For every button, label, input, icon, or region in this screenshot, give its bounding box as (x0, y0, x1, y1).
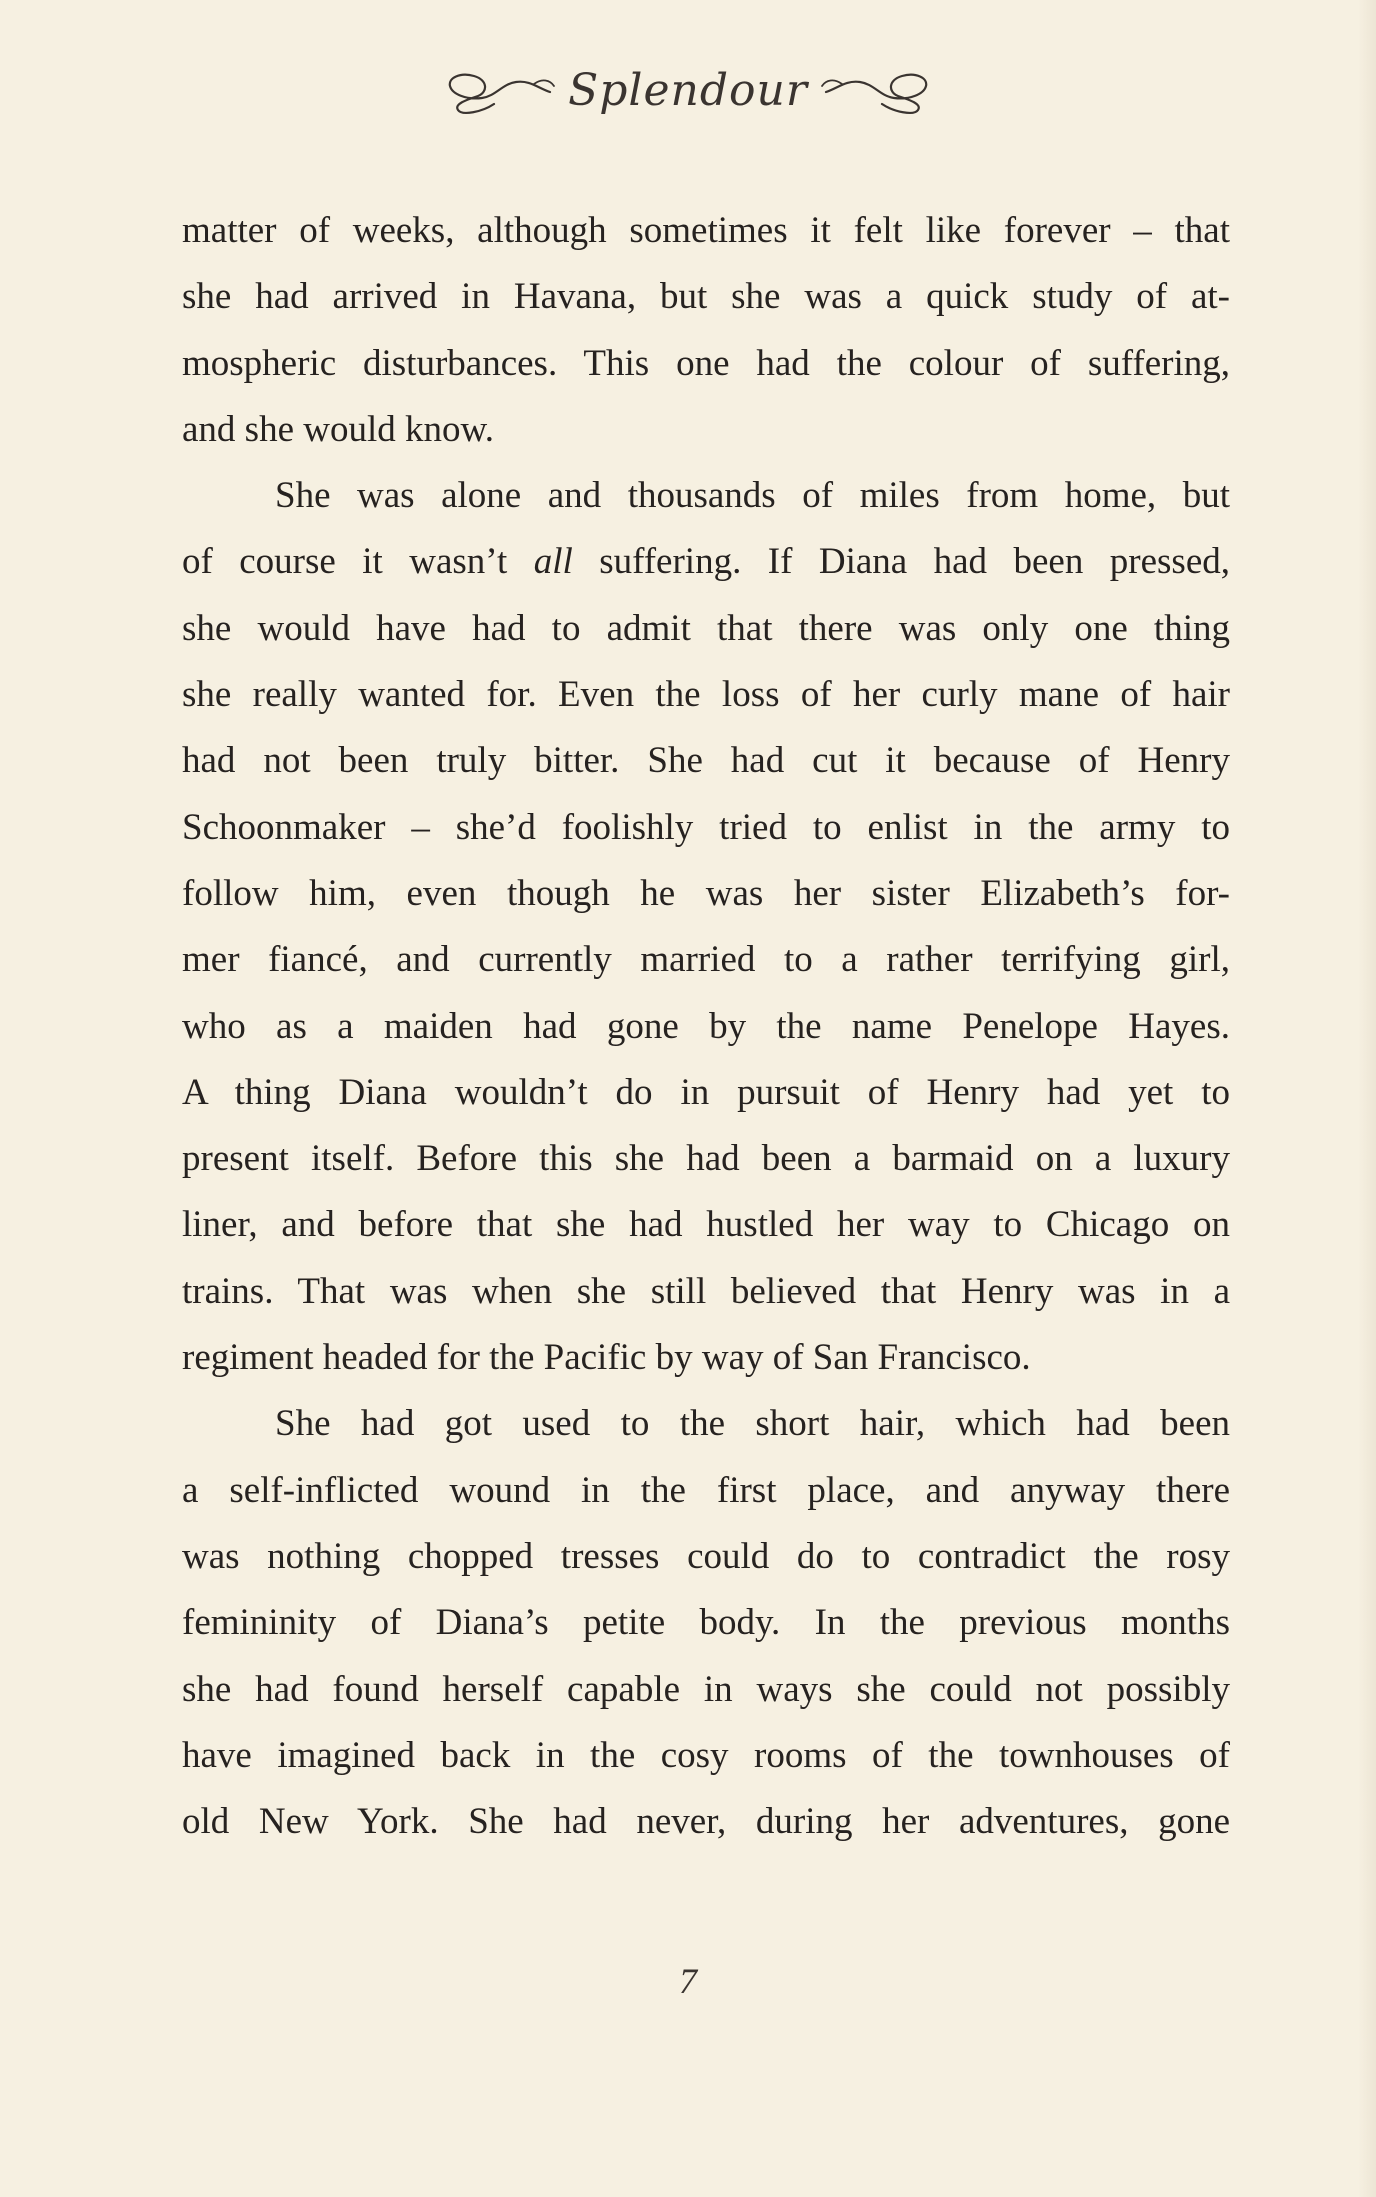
text-line (182, 198, 1230, 264)
text-run: She was alone and thousands of miles from home, but (275, 475, 1230, 517)
text-run: She had got used to the short hair, which had been (275, 1403, 1230, 1445)
text-line (182, 927, 1230, 993)
text-run: suffering. If Diana had been pressed, (572, 541, 1230, 583)
text-run: was nothing chopped tresses could do to contradict the rosy (182, 1535, 1230, 1577)
text-line (182, 596, 1230, 662)
text-line (182, 728, 1230, 794)
text-run: liner, and before that she had hustled her way to Chicago on (182, 1204, 1230, 1246)
text-line (182, 1789, 1230, 1855)
text-line (182, 1126, 1230, 1192)
text-line (182, 1060, 1230, 1126)
text-line (182, 795, 1230, 861)
text-run: have imagined back in the cosy rooms of the townhouses of (182, 1734, 1230, 1776)
text-run: a self-inflicted wound in the first place, and anyway there (182, 1469, 1230, 1511)
text-run: old New York. She had never, during her adventures, gone (182, 1801, 1230, 1843)
text-run: femininity of Diana’s petite body. In the previous months (182, 1602, 1230, 1644)
text-run: had not been truly bitter. She had cut it because of Henry (182, 740, 1230, 782)
text-run: who as a maiden had gone by the name Penelope Hayes. (182, 1005, 1230, 1047)
text-line (182, 397, 1230, 463)
text-line (182, 994, 1230, 1060)
italic-emphasis: all (533, 541, 573, 583)
text-line (182, 1590, 1230, 1656)
text-line (182, 662, 1230, 728)
paragraph (182, 198, 1230, 463)
text-run: regiment headed for the Pacific by way of San Francisco. (182, 1337, 1031, 1379)
text-line (182, 264, 1230, 330)
left-flourish-ornament (438, 58, 558, 123)
text-run: present itself. Before this she had been a barmaid on a luxury (182, 1138, 1230, 1180)
body-text (182, 198, 1230, 1855)
text-line (182, 331, 1230, 397)
text-line (182, 529, 1230, 595)
page-edge-shadow (1358, 0, 1376, 2197)
text-run: mospheric disturbances. This one had the colour of suffering, (182, 342, 1230, 384)
text-run: and she would know. (182, 408, 495, 450)
text-run: Schoonmaker – she’d foolishly tried to enlist in the army to (182, 806, 1230, 848)
text-run: follow him, even though he was her sister Elizabeth’s for- (182, 872, 1230, 914)
text-run: she would have had to admit that there was only one thing (182, 607, 1230, 649)
text-line (182, 861, 1230, 927)
paragraph (182, 463, 1230, 1391)
right-flourish-ornament (818, 58, 938, 123)
text-line (182, 1458, 1230, 1524)
running-header (0, 58, 1376, 138)
text-run: trains. That was when she still believed that Henry was in a (182, 1270, 1230, 1312)
text-run: matter of weeks, although sometimes it felt like forever – that (182, 210, 1230, 251)
text-line (182, 463, 1230, 529)
page-number: 7 (679, 1961, 697, 2001)
text-line (182, 1325, 1230, 1391)
text-run: she had found herself capable in ways she could not possibly (182, 1668, 1230, 1710)
text-run: mer fiancé, and currently married to a rather terrifying girl, (182, 939, 1230, 981)
running-header-title: Splendour (568, 65, 808, 116)
text-line (182, 1657, 1230, 1723)
text-run: she had arrived in Havana, but she was a quick study of at- (182, 276, 1230, 318)
text-run: she really wanted for. Even the loss of her curly mane of hair (182, 674, 1230, 716)
text-line (182, 1192, 1230, 1258)
text-line (182, 1259, 1230, 1325)
text-line (182, 1723, 1230, 1789)
text-run: of course it wasn’t (182, 541, 534, 583)
text-run: A thing Diana wouldn’t do in pursuit of Henry had yet to (182, 1071, 1230, 1113)
paragraph (182, 1391, 1230, 1855)
text-line (182, 1524, 1230, 1590)
text-line (182, 1391, 1230, 1457)
